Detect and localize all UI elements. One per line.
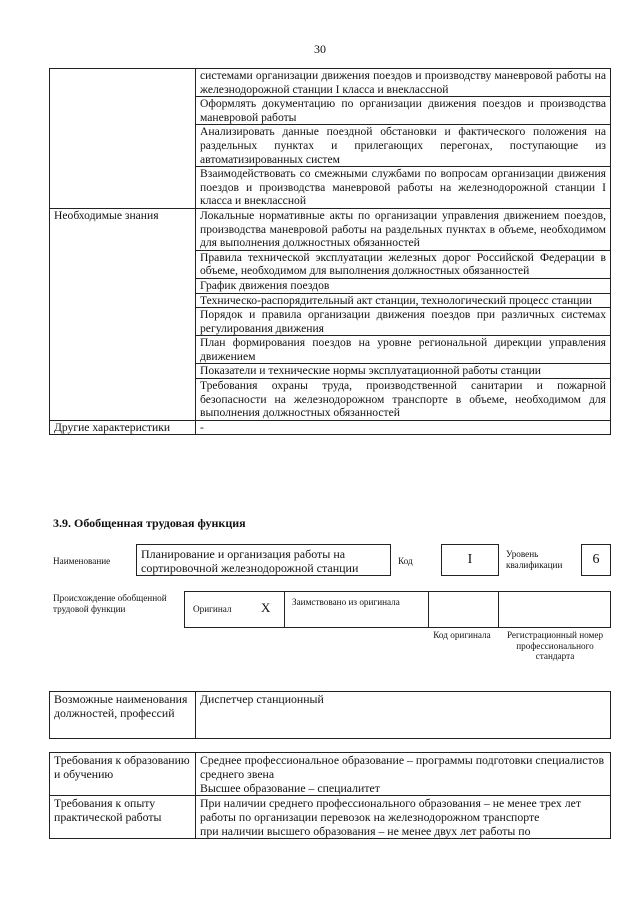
education-line: Высшее образование – специалитет <box>200 781 380 795</box>
table-row <box>50 692 611 739</box>
experience-line: При наличии среднего профессионального образования – не менее трех лет работы по организации перевозок на железнодорожном транспорте <box>200 796 582 824</box>
borrowed-label: Заимствовано из оригинала <box>292 597 400 607</box>
education-label: Требования к образованию и обучению <box>50 753 196 796</box>
row-label <box>50 69 196 209</box>
qualification-level-label: Уровень квалификации <box>506 549 563 570</box>
table-row <box>50 753 611 796</box>
positions-label: Возможные наименования должностей, профессий <box>50 692 196 739</box>
positions-value: Диспетчер станционный <box>196 692 611 739</box>
other-item: - <box>196 420 611 435</box>
knowledge-item: Локальные нормативные акты по организации управления движением поездов, производства маневровой работы на раздельных пунктах в объеме, необходимом для выполнения должностных обязанностей <box>196 208 611 250</box>
code-original-caption: Код оригинала <box>433 630 491 640</box>
code-label: Код <box>398 556 413 566</box>
skill-item: Взаимодействовать со смежными службами по вопросам организации движения поездов и производства маневровой работы на железнодорожной станции I класса и внеклассной <box>196 167 611 209</box>
table-row <box>50 796 611 839</box>
knowledge-item: Правила технической эксплуатации железных дорог Российской Федерации в объеме, необходимом для выполнения должностных обязанностей <box>196 250 611 278</box>
experience-label: Требования к опыту практической работы <box>50 796 196 839</box>
knowledge-item: План формирования поездов на уровне региональной дирекции управления движением <box>196 336 611 364</box>
qualification-level-value: 6 <box>581 544 611 576</box>
origin-label: Происхождение обобщенной трудовой функции <box>53 593 167 614</box>
registration-number-caption: Регистрационный номер профессионального стандарта <box>506 630 604 661</box>
skill-item: системами организации движения поездов и производству маневровой работы на железнодорожной станции I класса и внеклассной <box>196 69 611 97</box>
row-label-other: Другие характеристики <box>50 420 196 435</box>
table-row <box>50 420 611 435</box>
experience-value <box>196 796 611 839</box>
original-mark: X <box>261 600 271 615</box>
knowledge-item: Техническо-распорядительный акт станции, технологический процесс станции <box>196 293 611 308</box>
knowledge-item: График движения поездов <box>196 278 611 293</box>
row-label-knowledge: Необходимые знания <box>50 208 196 420</box>
requirements-table <box>49 752 611 839</box>
education-value <box>196 753 611 796</box>
original-label: Оригинал <box>193 604 232 614</box>
experience-line: при наличии высшего образования – не менее двух лет работы по <box>200 824 531 838</box>
knowledge-item: Требования охраны труда, производственной санитарии и пожарной безопасности на железнодорожном транспорте в объеме, необходимом для выполнения должностных обязанностей <box>196 379 611 421</box>
skill-item: Оформлять документацию по организации движения поездов и производства маневровой работы <box>196 97 611 125</box>
table-row <box>50 69 611 97</box>
table-row <box>50 208 611 250</box>
skills-knowledge-table <box>49 68 611 435</box>
skill-item: Анализировать данные поездной обстановки и фактического положения на раздельных пунктах и прилегающих перегонах, поступающие из автоматизированных систем <box>196 125 611 167</box>
name-label: Наименование <box>53 556 111 566</box>
positions-table <box>49 691 611 739</box>
page-number: 30 <box>314 42 326 56</box>
knowledge-item: Показатели и технические нормы эксплуатационной работы станции <box>196 364 611 379</box>
code-value: I <box>441 544 499 576</box>
knowledge-item: Порядок и правила организации движения поездов при различных системах регулирования движения <box>196 308 611 336</box>
function-name-value: Планирование и организация работы на сортировочной железнодорожной станции <box>136 544 391 576</box>
section-heading: 3.9. Обобщенная трудовая функция <box>53 516 246 530</box>
education-line: Среднее профессиональное образование – программы подготовки специалистов среднего звена <box>200 753 605 781</box>
